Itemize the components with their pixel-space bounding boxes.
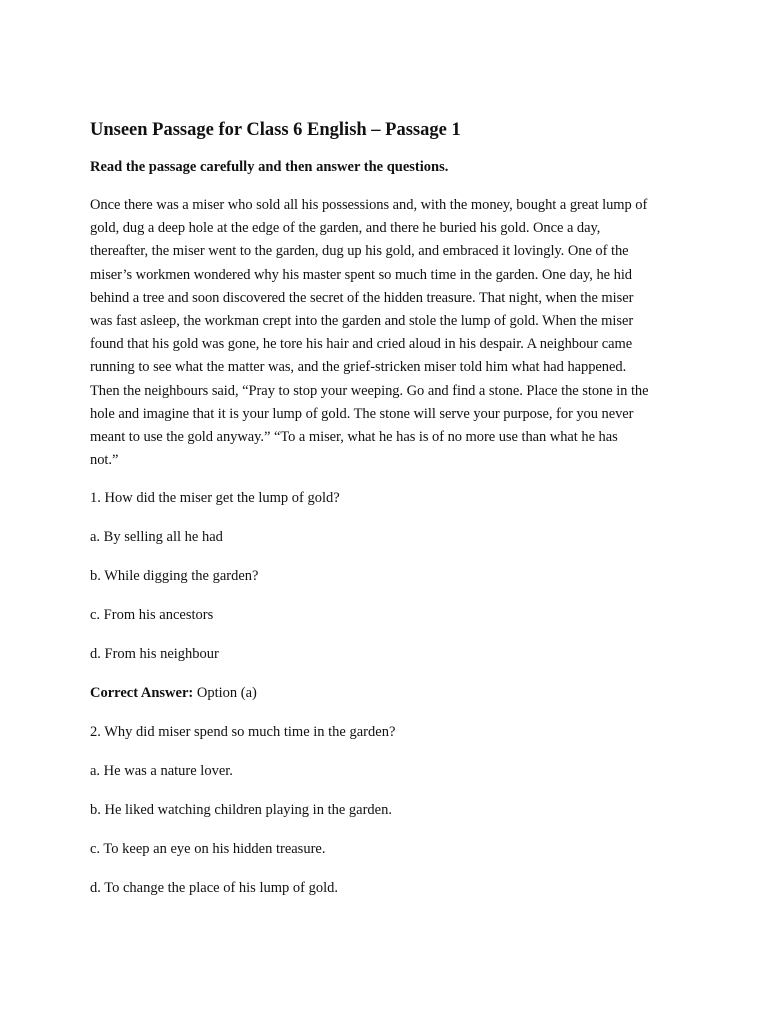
passage-line: behind a tree and soon discovered the secret of the hidden treasure. That night, when the miser <box>90 289 634 306</box>
option-d: d. From his neighbour <box>90 646 219 663</box>
correct-answer-label: Correct Answer: <box>90 685 194 702</box>
passage-line: gold, dug a deep hole at the edge of the garden, and there he buried his gold. Once a day, <box>90 220 601 237</box>
option-c: c. To keep an eye on his hidden treasure. <box>90 841 326 858</box>
correct-answer-value: Option (a) <box>193 685 257 702</box>
option-a: a. By selling all he had <box>90 529 223 546</box>
option-b: b. While digging the garden? <box>90 568 259 585</box>
passage-line: running to see what the matter was, and the grief-stricken miser told him what had happened. <box>90 359 627 376</box>
question-text: 1. How did the miser get the lump of gold? <box>90 490 340 507</box>
passage-line: Then the neighbours said, “Pray to stop your weeping. Go and find a stone. Place the stone in the <box>90 382 649 399</box>
instruction-text: Read the passage carefully and then answer the questions. <box>90 159 449 175</box>
passage-line: Once there was a miser who sold all his possessions and, with the money, bought a great lump of <box>90 197 648 213</box>
passage-line: miser’s workmen wondered why his master spent so much time in the garden. One day, he hid <box>90 266 632 283</box>
question-text: 2. Why did miser spend so much time in the garden? <box>90 724 396 741</box>
passage-line: hole and imagine that it is your lump of gold. The stone will serve your purpose, for you never <box>90 405 634 422</box>
option-b: b. He liked watching children playing in the garden. <box>90 802 392 819</box>
question-block-1 <box>90 488 680 703</box>
passage-line: found that his gold was gone, he tore his hair and cried aloud in his despair. A neighbour came <box>90 336 633 353</box>
option-d: d. To change the place of his lump of gold. <box>90 880 338 897</box>
passage-line: thereafter, the miser went to the garden, dug up his gold, and embraced it lovingly. One of the <box>90 243 629 260</box>
passage-line: was fast asleep, the workman crept into the garden and stole the lump of gold. When the miser <box>90 313 634 330</box>
passage-line: meant to use the gold anyway.” “To a miser, what he has is of no more use than what he has <box>90 429 618 446</box>
passage-line: not.” <box>90 452 119 469</box>
option-a: a. He was a nature lover. <box>90 763 233 780</box>
correct-answer <box>90 683 680 703</box>
option-c: c. From his ancestors <box>90 607 214 624</box>
document-page <box>90 118 680 917</box>
passage <box>90 194 680 472</box>
question-block-2 <box>90 722 680 898</box>
page-title: Unseen Passage for Class 6 English – Passage 1 <box>90 120 461 140</box>
